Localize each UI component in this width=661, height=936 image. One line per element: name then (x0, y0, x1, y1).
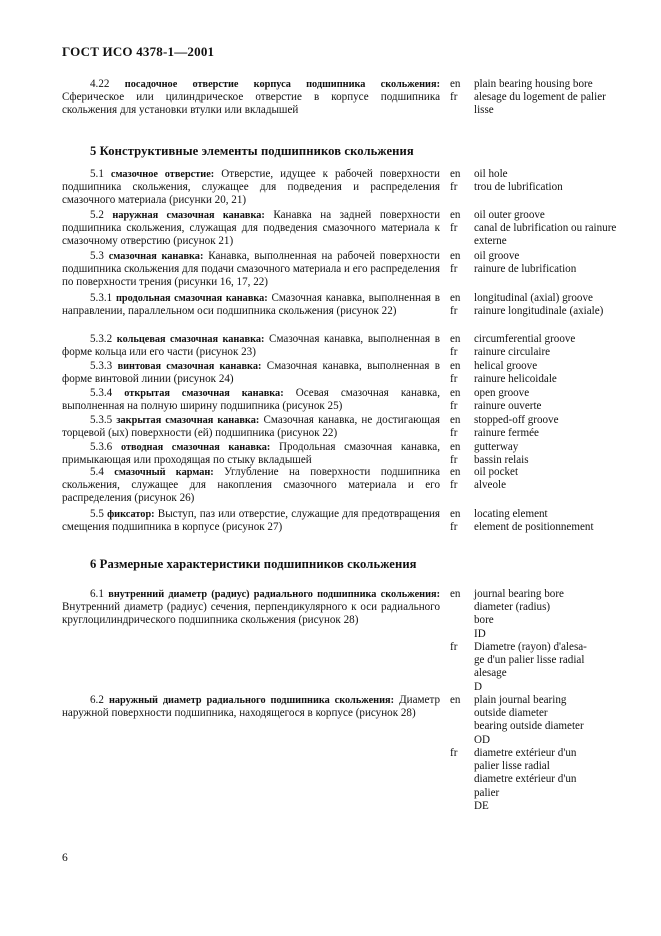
lang-en: en (450, 466, 461, 478)
equivalent-fr-line: Diametre (rayon) d'alesa- (474, 641, 587, 653)
document-header: ГОСТ ИСО 4378-1—2001 (62, 44, 215, 59)
entry-term: открытая смазочная канавка: (124, 388, 284, 399)
equivalent-en-line: journal bearing bore (474, 588, 564, 600)
entry-definition (62, 292, 440, 318)
equivalent-fr: rainure ouverte (474, 400, 542, 413)
equivalent-fr: rainure circulaire (474, 346, 551, 359)
lang-fr: fr (450, 222, 458, 235)
lang-fr: fr (450, 641, 458, 653)
entry-text: Осевая смазочная канавка, выполненная на полную ширину подшипника (рисунок 25) (62, 387, 440, 413)
entry-number: 5.3.2 (90, 333, 113, 345)
equivalent-fr: rainure de lubrification (474, 263, 577, 276)
lang-en: en (450, 78, 461, 90)
entry-definition (62, 168, 440, 208)
entry-number: 4.22 (90, 78, 110, 90)
equivalent-en-line: plain journal bearing (474, 694, 567, 706)
lang-en: en (450, 588, 461, 600)
equivalent-fr-line: D (474, 680, 483, 693)
lang-en: en (450, 360, 461, 372)
entry-text: Внутренний диаметр (радиус) сечения, перпендикулярного к оси радиального круглоцилиндрического подшипника скольжения (рисунок 28) (62, 601, 440, 627)
equivalent-en: circumferential groove (474, 333, 576, 345)
lang-fr: fr (450, 521, 458, 534)
entry-text: Выступ, паз или отверстие, служащие для предотвращения смещения подшипника в корпусе (рисунок 27) (62, 508, 440, 534)
entry-term: смазочное отверстие: (110, 169, 215, 180)
entry-number: 5.2 (90, 209, 104, 221)
lang-fr: fr (450, 400, 458, 413)
lang-fr: fr (450, 454, 458, 467)
equivalent-en: oil hole (474, 168, 508, 180)
section-5-title: 5 Конструктивные элементы подшипников скольжения (90, 144, 414, 158)
entry-definition (62, 466, 440, 506)
entry-term: смазочный карман: (114, 467, 214, 478)
equivalent-en: open groove (474, 387, 530, 399)
entry-definition (62, 209, 440, 249)
lang-en: en (450, 508, 461, 520)
equivalent-en-line: diameter (radius) (474, 601, 551, 614)
equivalent-fr: alveole (474, 479, 507, 492)
entry-number: 5.3 (90, 250, 104, 262)
equivalent-fr (474, 747, 624, 813)
entry-term: кольцевая смазочная канавка: (116, 334, 265, 345)
equivalent-fr: rainure helicoidale (474, 373, 557, 386)
entry-term: наружный диаметр радиального подшипника скольжения: (108, 695, 395, 706)
entry-text: Продольная смазочная канавка, примыкающая или проходящая по стыку вкладышей (62, 441, 440, 467)
equivalent-fr: element de positionnement (474, 521, 594, 534)
lang-fr: fr (450, 91, 458, 104)
lang-en: en (450, 209, 461, 221)
entry-text: Смазочная канавка, не достигающая торцевой (ых) поверхности (ей) подшипника (рисунок 22) (62, 414, 440, 440)
entry-definition (62, 588, 440, 628)
entry-text: Отверстие, идущее к рабочей поверхности подшипника скольжения, служащее для подведения и распределения смазочного материала (рисунки 20, 21) (62, 168, 440, 207)
entry-term: отводная смазочная канавка: (120, 442, 271, 453)
equivalent-en-line: OD (474, 733, 491, 746)
equivalent-en-line: bearing outside diameter (474, 720, 584, 733)
lang-en: en (450, 387, 461, 399)
lang-en: en (450, 292, 461, 304)
entry-definition (62, 441, 440, 467)
entry-definition (62, 508, 440, 534)
equivalent-fr-line: ge d'un palier lisse radial (474, 654, 585, 667)
entry-number: 5.3.1 (90, 292, 113, 304)
equivalent-en: stopped-off groove (474, 414, 559, 426)
entry-definition (62, 360, 440, 386)
entry-term: закрытая смазочная канавка: (116, 415, 260, 426)
entry-number: 5.3.3 (90, 360, 113, 372)
entry-term: внутренний диаметр (радиус) радиального подшипника скольжения: (108, 589, 441, 600)
lang-fr: fr (450, 427, 458, 440)
entry-number: 5.3.6 (90, 441, 113, 453)
lang-fr: fr (450, 181, 458, 194)
entry-number: 5.3.5 (90, 414, 113, 426)
lang-en: en (450, 694, 461, 706)
equivalent-fr (474, 641, 624, 694)
lang-en: en (450, 333, 461, 345)
lang-en: en (450, 168, 461, 180)
equivalent-en: gutterway (474, 441, 519, 453)
equivalent-fr-line: palier lisse radial (474, 760, 550, 773)
equivalent-fr: canal de lubrification ou rainure externe (474, 222, 617, 248)
entry-definition (62, 78, 440, 118)
equivalent-en-line: ID (474, 627, 486, 640)
section-6-title: 6 Размерные характеристики подшипников скольжения (90, 557, 417, 571)
entry-text: Канавка на задней поверхности подшипника скольжения, служащая для подведения смазочного материала к смазочному отверстию (рисунок 21) (62, 209, 441, 248)
equivalent-en: oil groove (474, 250, 520, 262)
entry-definition (62, 694, 440, 720)
entry-text: Углубление на поверхности подшипника скольжения, служащее для накопления смазочного материала и его распределения (рисунок 26) (62, 466, 440, 505)
entry-number: 6.1 (90, 588, 104, 600)
page-number: 6 (62, 852, 68, 864)
entry-term: фиксатор: (107, 509, 155, 520)
equivalent-en (474, 588, 624, 641)
entry-text: Сферическое или цилиндрическое отверстие в корпусе подшипника скольжения для установки втулки или вкладышей (62, 91, 440, 117)
equivalent-fr-line: diametre extérieur d'un (474, 747, 577, 759)
entry-definition (62, 333, 440, 359)
lang-fr: fr (450, 747, 458, 759)
equivalent-en: longitudinal (axial) groove (474, 292, 593, 304)
entry-text: Смазочная канавка, выполненная в направлении, параллельном оси подшипника скольжения (рисунок 22) (62, 292, 440, 318)
equivalent-fr-line: palier (474, 786, 500, 799)
equivalent-fr: rainure fermée (474, 427, 539, 440)
lang-fr: fr (450, 305, 458, 318)
equivalent-fr: alesage du logement de palier lisse (474, 91, 606, 117)
entry-number: 5.4 (90, 466, 104, 478)
entry-term: посадочное отверстие корпуса подшипника скольжения: (124, 79, 440, 90)
entry-number: 5.3.4 (90, 387, 113, 399)
entry-term: продольная смазочная канавка: (115, 293, 268, 304)
lang-fr: fr (450, 479, 458, 492)
equivalent-fr: rainure longitudinale (axiale) (474, 305, 604, 318)
equivalent-en: oil pocket (474, 466, 519, 478)
equivalent-fr: trou de lubrification (474, 181, 563, 194)
equivalent-en: helical groove (474, 360, 538, 372)
entry-term: наружная смазочная канавка: (112, 210, 265, 221)
entry-term: смазочная канавка: (108, 251, 204, 262)
equivalent-fr: bassin relais (474, 454, 529, 467)
equivalent-en-line: outside diameter (474, 707, 548, 720)
entry-text: Смазочная канавка, выполненная в форме кольца или его части (рисунок 23) (62, 333, 440, 359)
equivalent-en: plain bearing housing bore (474, 78, 593, 90)
equivalent-fr-line: DE (474, 799, 489, 812)
entry-text: Смазочная канавка, выполненная в форме винтовой линии (рисунок 24) (62, 360, 441, 386)
entry-definition (62, 414, 440, 440)
lang-en: en (450, 414, 461, 426)
lang-fr: fr (450, 263, 458, 276)
lang-en: en (450, 250, 461, 262)
entry-definition (62, 387, 440, 413)
lang-en: en (450, 441, 461, 453)
entry-number: 6.2 (90, 694, 104, 706)
equivalent-en: oil outer groove (474, 209, 545, 221)
lang-fr: fr (450, 373, 458, 386)
equivalent-en (474, 694, 624, 747)
equivalent-en-line: bore (474, 614, 494, 627)
entry-text: Канавка, выполненная на рабочей поверхности подшипника скольжения для подачи смазочного материала и его распределения по поверхности трения (рисунки 16, 17, 22) (62, 250, 440, 289)
lang-fr: fr (450, 346, 458, 359)
entry-term: винтовая смазочная канавка: (117, 361, 262, 372)
entry-number: 5.1 (90, 168, 104, 180)
entry-text: Диаметр наружной поверхности подшипника, находящегося в корпусе (рисунок 28) (62, 694, 440, 720)
equivalent-en: locating element (474, 508, 548, 520)
entry-definition (62, 250, 440, 290)
equivalent-fr-line: diametre extérieur d'un (474, 773, 577, 786)
entry-number: 5.5 (90, 508, 104, 520)
equivalent-fr-line: alesage (474, 667, 507, 680)
